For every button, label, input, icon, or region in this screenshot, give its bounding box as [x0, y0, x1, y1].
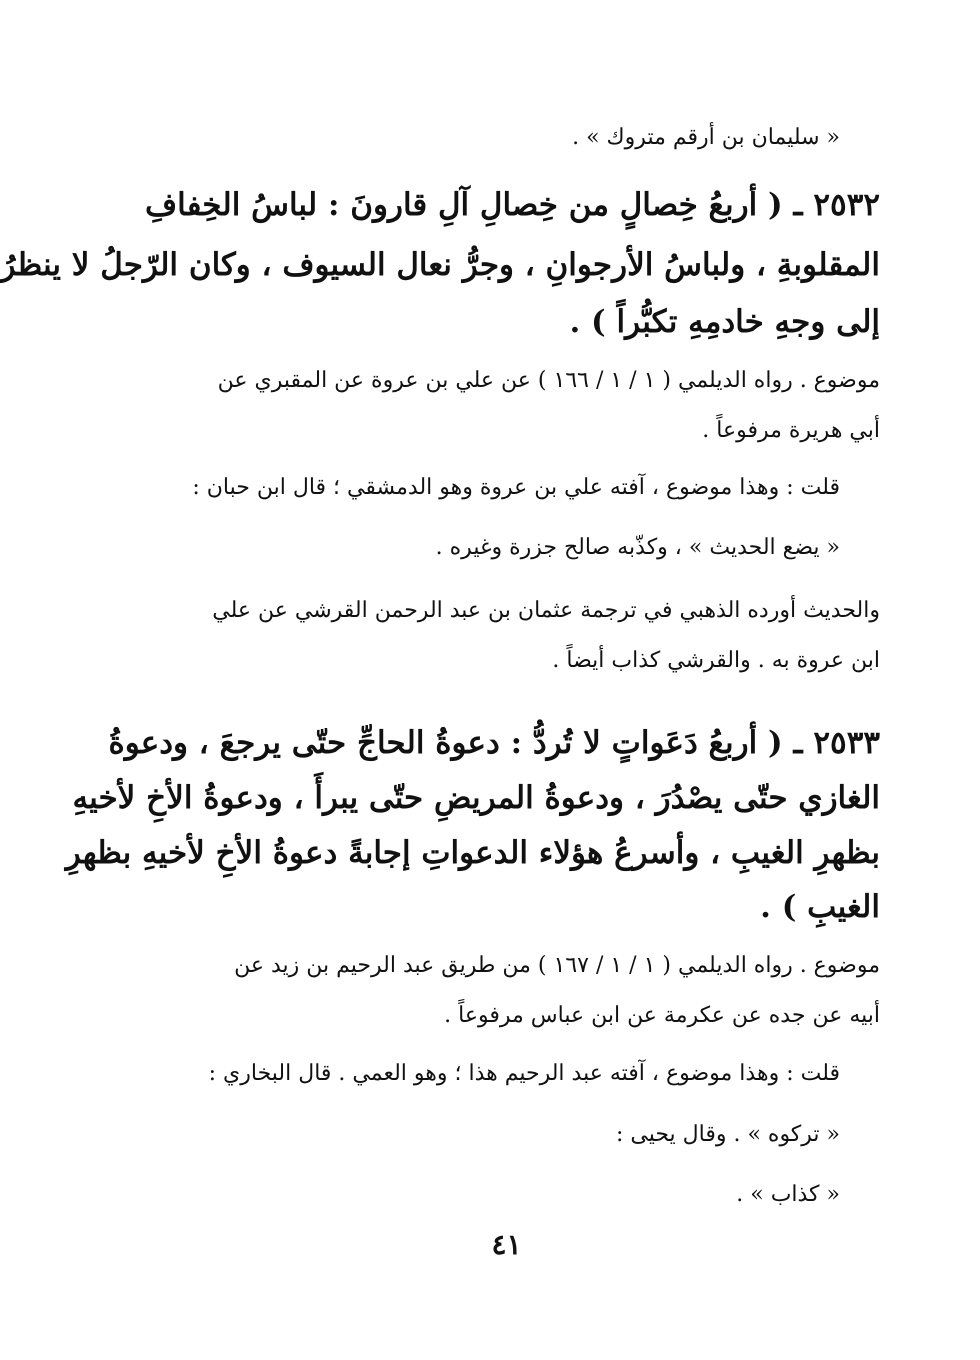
- commentary-line-2: « يضع الحديث » ، وكذّبه صالح جزرة وغيره .: [435, 535, 840, 560]
- commentary-2533-line-1: قلت : وهذا موضوع ، آفته عبد الرحيم هذا ؛ وهو العمي . قال البخاري :: [208, 1061, 840, 1086]
- commentary-line-1: قلت : وهذا موضوع ، آفته علي بن عروة وهو الدمشقي ؛ قال ابن حبان :: [192, 475, 840, 500]
- hadith-2533-line-1: ٢٥٣٣ ـ ( أربعُ دَعَواتٍ لا تُردُّ : دعوةُ الحاجِّ حتّى يرجعَ ، ودعوةُ: [108, 725, 880, 761]
- hadith-2533-line-4: الغيبِ ) .: [760, 889, 880, 925]
- commentary-2533-line-2: « تركوه » . وقال يحيى :: [615, 1122, 840, 1147]
- commentary-line-3: والحديث أورده الذهبي في ترجمة عثمان بن عبد الرحمن القرشي عن علي: [212, 598, 880, 623]
- grading-2533-line-1: موضوع . رواه الديلمي ( ١ / ١ / ١٦٧ ) من طريق عبد الرحيم بن زيد عن: [234, 953, 880, 978]
- grading-line-2: أبي هريرة مرفوعاً .: [702, 418, 880, 443]
- commentary-line-4: ابن عروة به . والقرشي كذاب أيضاً .: [552, 648, 880, 673]
- hadith-2533-line-2: الغازي حتّى يصْدُرَ ، ودعوةُ المريضِ حتّى يبرأَ ، ودعوةُ الأخِ لأخيهِ: [72, 780, 880, 816]
- hadith-2532-line-2: المقلوبةِ ، ولباسُ الأرجوانِ ، وجرُّ نعال السيوف ، وكان الرّجلُ لا ينظرُ: [0, 247, 880, 283]
- quote-line: « سليمان بن أرقم متروك » .: [572, 125, 840, 150]
- hadith-2532-line-3: إلى وجهِ خادمِهِ تكبُّراً ) .: [569, 304, 880, 340]
- grading-line-1: موضوع . رواه الديلمي ( ١ / ١ / ١٦٦ ) عن علي بن عروة عن المقبري عن: [217, 368, 880, 393]
- hadith-2532-line-1: ٢٥٣٢ ـ ( أربعُ خِصالٍ من خِصالِ آلِ قارونَ : لباسُ الخِفافِ: [145, 187, 880, 223]
- grading-2533-line-2: أبيه عن جده عن عكرمة عن ابن عباس مرفوعاً .: [444, 1003, 880, 1028]
- commentary-2533-line-3: « كذاب » .: [736, 1182, 840, 1207]
- page-number: ٤١: [491, 1228, 522, 1261]
- hadith-2533-line-3: بظهرِ الغيبِ ، وأسرعُ هؤلاء الدعواتِ إجابةً دعوةُ الأخِ لأخيهِ بظهرِ: [65, 835, 880, 871]
